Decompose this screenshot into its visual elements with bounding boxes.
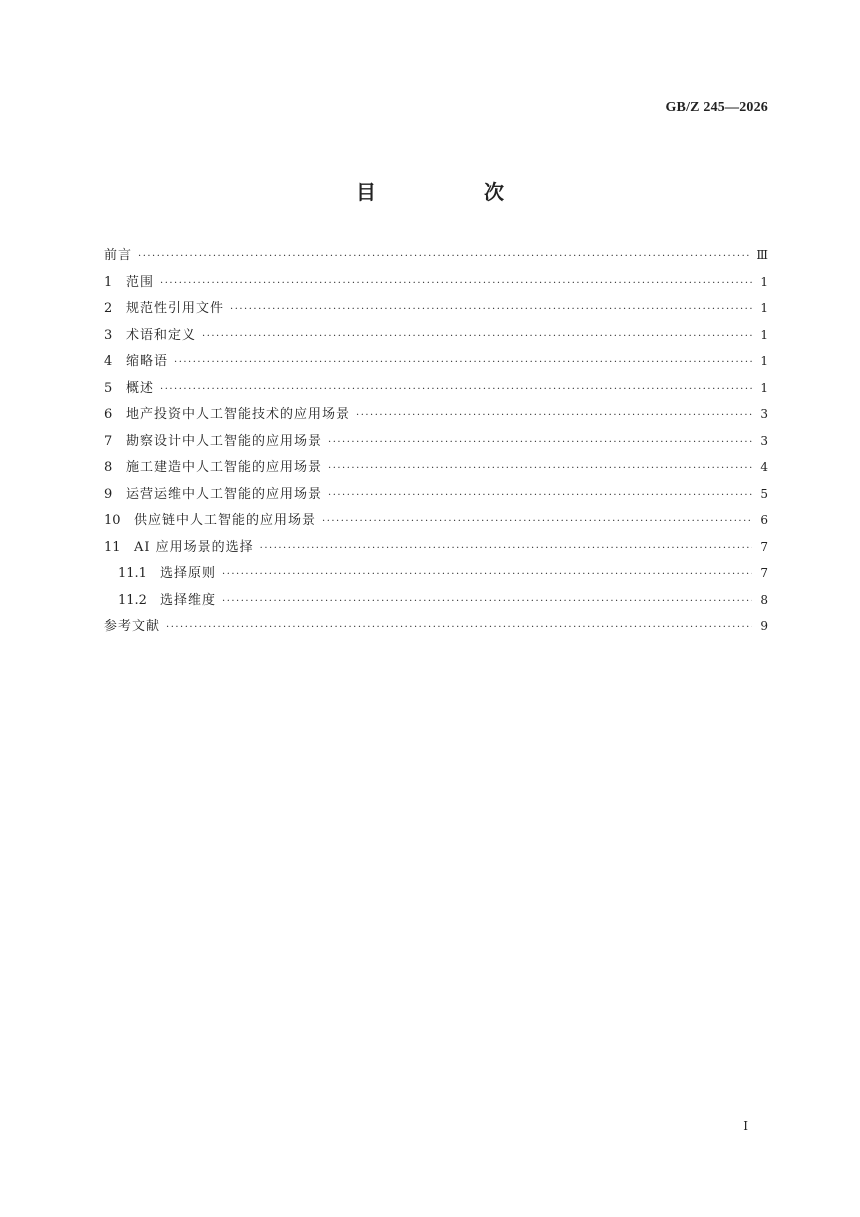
standard-code: GB/Z 245—2026 bbox=[665, 100, 768, 115]
toc-dot-leader bbox=[260, 543, 752, 554]
toc-entry-page: 1 bbox=[760, 354, 768, 368]
toc-entry-label: 运营运维中人工智能的应用场景 bbox=[126, 486, 323, 502]
toc-dot-leader bbox=[328, 490, 752, 501]
toc-entry-page: 1 bbox=[760, 301, 768, 315]
toc-entry-number: 10 bbox=[104, 513, 121, 528]
toc-entry-page: 7 bbox=[760, 566, 768, 580]
toc-dot-leader bbox=[174, 357, 752, 368]
toc-entry-number: 8 bbox=[104, 460, 113, 475]
toc-entry-number: 7 bbox=[104, 433, 113, 449]
toc-entry-2[interactable] bbox=[104, 297, 768, 324]
toc-dot-leader bbox=[160, 384, 752, 395]
toc-entry-page: 3 bbox=[760, 433, 768, 448]
table-of-contents bbox=[104, 244, 768, 642]
toc-entry-11-2[interactable] bbox=[104, 589, 768, 616]
toc-entry-page: 1 bbox=[760, 380, 768, 395]
toc-entry-number: 11 bbox=[104, 539, 121, 555]
toc-dot-leader bbox=[160, 278, 752, 289]
toc-entry-10[interactable] bbox=[104, 509, 768, 536]
toc-entry-8[interactable] bbox=[104, 456, 768, 483]
toc-entry-page: 7 bbox=[760, 539, 768, 554]
toc-entry-6[interactable] bbox=[104, 403, 768, 430]
toc-entry-page: 6 bbox=[760, 513, 768, 527]
toc-entry-page: 8 bbox=[760, 592, 768, 607]
toc-entry-page: Ⅲ bbox=[756, 248, 768, 262]
toc-entry-11-1[interactable] bbox=[104, 562, 768, 589]
toc-entry-page: 9 bbox=[760, 619, 768, 633]
toc-entry-references[interactable] bbox=[104, 615, 768, 642]
toc-entry-7[interactable] bbox=[104, 430, 768, 457]
toc-entry-label: 选择维度 bbox=[160, 592, 217, 608]
toc-entry-page: 4 bbox=[760, 460, 768, 474]
toc-dot-leader bbox=[328, 463, 752, 474]
toc-entry-label: 参考文献 bbox=[104, 619, 161, 634]
toc-entry-number: 6 bbox=[104, 407, 113, 422]
toc-entry-label: AI 应用场景的选择 bbox=[134, 539, 254, 555]
toc-entry-number: 2 bbox=[104, 301, 113, 316]
toc-entry-label: 勘察设计中人工智能的应用场景 bbox=[126, 433, 323, 449]
toc-dot-leader bbox=[166, 622, 752, 633]
toc-entry-1[interactable] bbox=[104, 271, 768, 298]
toc-entry-number: 9 bbox=[104, 486, 113, 502]
toc-entry-number: 11.1 bbox=[118, 566, 147, 581]
toc-entry-label: 概述 bbox=[126, 380, 155, 396]
toc-entry-foreword[interactable] bbox=[104, 244, 768, 271]
toc-entry-label: 施工建造中人工智能的应用场景 bbox=[126, 460, 323, 475]
toc-dot-leader bbox=[202, 331, 752, 342]
toc-entry-label: 缩略语 bbox=[126, 354, 169, 369]
toc-entry-11[interactable] bbox=[104, 536, 768, 563]
toc-dot-leader bbox=[322, 516, 752, 527]
toc-entry-label: 规范性引用文件 bbox=[126, 301, 225, 316]
toc-entry-page: 1 bbox=[760, 274, 768, 289]
toc-entry-number: 4 bbox=[104, 354, 113, 369]
toc-entry-label: 选择原则 bbox=[160, 566, 217, 581]
toc-entry-page: 5 bbox=[760, 486, 768, 501]
toc-dot-leader bbox=[138, 251, 750, 262]
toc-entry-page: 1 bbox=[760, 327, 768, 342]
toc-entry-label: 供应链中人工智能的应用场景 bbox=[134, 513, 317, 528]
toc-dot-leader bbox=[356, 410, 752, 421]
toc-dot-leader bbox=[222, 596, 752, 607]
toc-entry-5[interactable] bbox=[104, 377, 768, 404]
toc-entry-label: 范围 bbox=[126, 274, 155, 290]
toc-entry-number: 11.2 bbox=[118, 592, 147, 608]
toc-dot-leader bbox=[328, 437, 752, 448]
toc-dot-leader bbox=[230, 304, 752, 315]
toc-entry-number: 3 bbox=[104, 327, 113, 343]
toc-entry-9[interactable] bbox=[104, 483, 768, 510]
toc-dot-leader bbox=[222, 569, 752, 580]
toc-entry-number: 5 bbox=[104, 380, 113, 396]
toc-entry-page: 3 bbox=[760, 407, 768, 421]
toc-entry-number: 1 bbox=[104, 274, 113, 290]
toc-entry-3[interactable] bbox=[104, 324, 768, 351]
page-number: I bbox=[743, 1119, 748, 1133]
toc-entry-label: 前言 bbox=[104, 248, 133, 263]
toc-title: 目 次 bbox=[356, 180, 548, 204]
toc-entry-label: 术语和定义 bbox=[126, 327, 197, 343]
toc-entry-4[interactable] bbox=[104, 350, 768, 377]
toc-entry-label: 地产投资中人工智能技术的应用场景 bbox=[126, 407, 351, 422]
